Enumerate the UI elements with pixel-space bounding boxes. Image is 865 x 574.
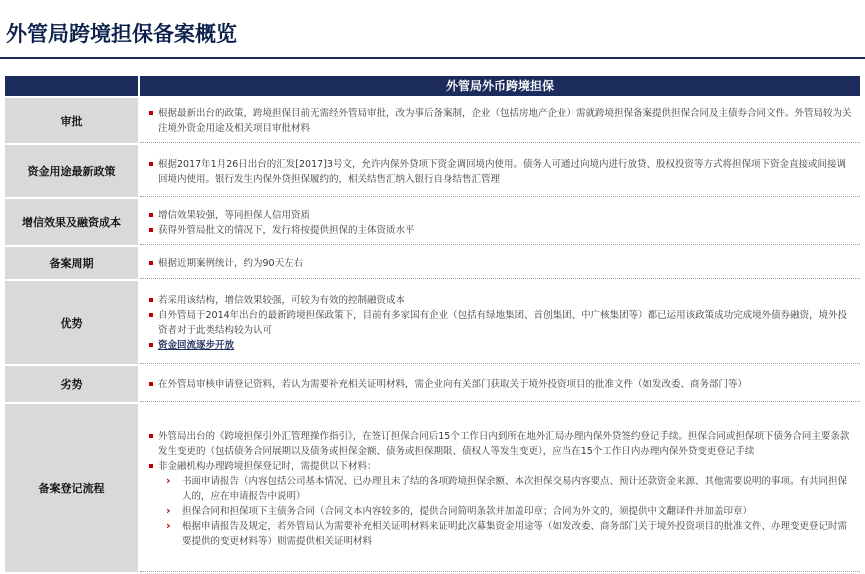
bullet-item: 外管局出台的《跨境担保引外汇管理操作指引》，在签订担保合同后15个工作日内到所在地外汇局办理内保外贷签约登记手续。担保合同或担保项下债务合同主要条款发生变更的（包括债务合同展期以及债务或担保金额、债务或担保期限、债权人等发生变更），应当在15个工作日内办理内保外贷变更登记手续	[148, 429, 854, 459]
table-header	[5, 76, 860, 96]
header-blank-cell	[5, 76, 138, 96]
row-content	[140, 404, 860, 572]
bullet-item: 获得外管局批文的情况下，发行将按提供担保的主体资质水平	[148, 223, 854, 238]
bullet-item: 非金融机构办理跨境担保登记时，需提供以下材料：	[148, 459, 854, 474]
row-label: 增信效果及融资成本	[5, 199, 138, 245]
bullet-item: 根据近期案例统计，约为90天左右	[148, 256, 854, 271]
table-row-advantages	[5, 281, 860, 364]
header-column-title: 外管局外币跨境担保	[140, 76, 860, 96]
row-content	[140, 366, 860, 402]
sub-bullet-item: › 书面申请报告（内容包括公司基本情况、已办理且未了结的各项跨境担保余额、本次担保交易内容要点、预计还款资金来源、其他需要说明的事项。有共同担保人的，应在申请报告中说明）	[148, 474, 854, 504]
bullet-item: 根据最新出台的政策，跨境担保目前无需经外管局审批，改为事后备案制，企业（包括房地产企业）需就跨境担保备案提供担保合同及主债券合同文件。外管局较为关注境外资金用途及相关项目审批材料	[148, 106, 854, 136]
row-label: 优势	[5, 281, 138, 364]
row-content	[140, 145, 860, 197]
bullet-item: 若采用该结构，增信效果较强，可较为有效的控制融资成本	[148, 293, 854, 308]
table-row-credit-enhancement	[5, 199, 860, 245]
table-row-filing-process	[5, 404, 860, 572]
row-label: 劣势	[5, 366, 138, 402]
row-content	[140, 247, 860, 279]
bullet-item: 自外管局于2014年出台的最新跨境担保政策下，目前有多家国有企业（包括有绿地集团、首创集团、中广核集团等）都已运用该政策成功完成境外债券融资，境外投资者对于此类结构较为认可	[148, 308, 854, 338]
title-divider	[0, 57, 865, 59]
table-row-filing-period	[5, 247, 860, 279]
bullet-item: 在外管局审核申请登记资料，若认为需要补充相关证明材料，需企业向有关部门获取关于境外投资项目的批准文件（如发改委、商务部门等）	[148, 377, 854, 392]
row-label: 备案登记流程	[5, 404, 138, 572]
page-title: 外管局跨境担保备案概览	[6, 22, 237, 46]
row-content	[140, 281, 860, 364]
bullet-item: 根据2017年1月26日出台的汇发[2017]3号文，允许内保外贷项下资金调回境内使用。债务人可通过向境内进行放贷、股权投资等方式将担保项下资金直接或间接调回境内使用。银行发生内保外贷担保履约的，相关结售汇纳入银行自身结售汇管理	[148, 157, 854, 187]
table-row-disadvantages	[5, 366, 860, 402]
table-row-approval	[5, 98, 860, 143]
row-label: 资金用途最新政策	[5, 145, 138, 197]
sub-bullet-item: › 担保合同和担保项下主债务合同（合同文本内容较多的，提供合同简明条款并加盖印章；合同为外文的，须提供中文翻译件并加盖印章）	[148, 504, 854, 519]
row-label: 备案周期	[5, 247, 138, 279]
bullet-item-highlight: 资金回流逐步开放	[148, 338, 854, 353]
sub-bullet-item: › 根据申请报告及规定，若外管局认为需要补充相关证明材料来证明此次募集资金用途等（如发改委、商务部门关于境外投资项目的批准文件、办理变更登记时需要提供的变更材料等）则需提供相关证明材料	[148, 519, 854, 549]
table-row-fund-use-policy	[5, 145, 860, 197]
bullet-item: 增信效果较强，等同担保人信用资质	[148, 208, 854, 223]
row-content	[140, 98, 860, 143]
row-content	[140, 199, 860, 245]
row-label: 审批	[5, 98, 138, 143]
